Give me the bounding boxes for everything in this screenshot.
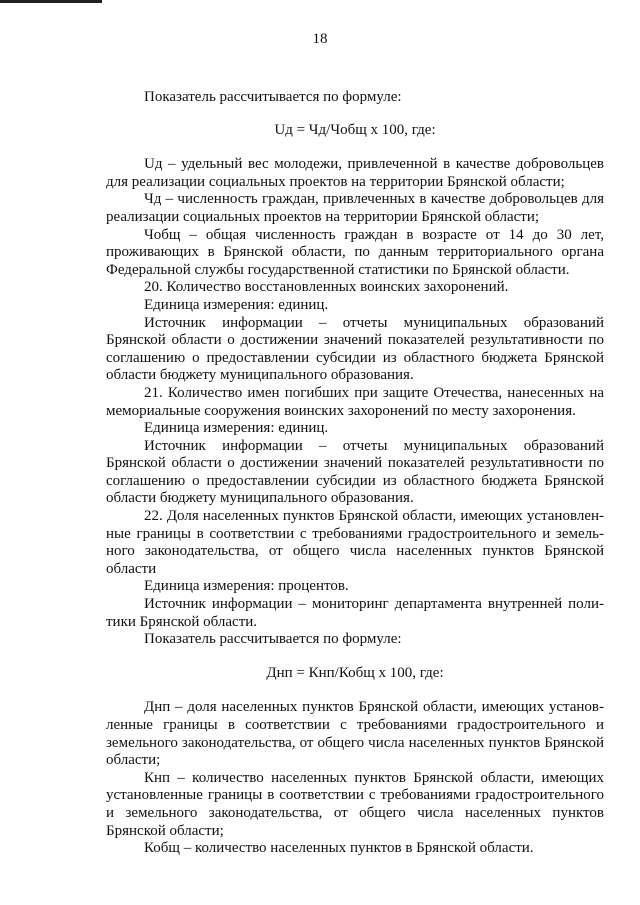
definition-chobshch: Чобщ – общая численность граждан в возрасте от 14 до 30 лет, проживающих в Брянской области, по данным территориального органа Федеральной службы государственной статистики по Брянской области. <box>106 226 604 278</box>
formula-intro-1: Показатель рассчитывается по формуле: <box>144 89 402 105</box>
definition-ud: Uд – удельный вес молодежи, привлеченной в качестве добровольцев для реализации социальных проектов на территории Брянской области; <box>106 156 604 190</box>
indicator-20-title: 20. Количество восстановленных воинских захоронений. <box>144 279 509 296</box>
formula-dnp: Днп = Кнп/Кобщ х 100, где: <box>266 664 444 681</box>
indicator-22-source: Источник информации – мониторинг департамента внутренней политики Брянской области. <box>106 596 604 630</box>
definition-kobshch: Кобщ – количество населенных пунктов в Брянской области. <box>144 840 534 857</box>
indicator-22-unit: Единица измерения: процентов. <box>144 578 349 595</box>
definition-dnp: Днп – доля населенных пунктов Брянской области, имеющих установленные границы в соответствии с требованиями градостроительного и земельного законодательства, от общего числа населенных пунктов Брянской области; <box>106 699 604 769</box>
indicator-21-unit: Единица измерения: единиц. <box>144 420 329 437</box>
formula-ud: Uд = Чд/Чобщ х 100, где: <box>274 121 436 138</box>
indicator-21-title: 21. Количество имен погибших при защите Отечества, нанесенных на мемориальные сооружения воинских захоронений по месту захоронения. <box>106 384 604 419</box>
indicator-22-title: 22. Доля населенных пунктов Брянской области, имеющих установленные границы в соответствии с требованиями градостроительного и земельного законодательства, от общего числа населенных пунктов Брянской области <box>106 508 604 577</box>
definition-knp: Кнп – количество населенных пунктов Брянской области, имеющих установленные границы в соответствии с требованиями градостроительного и земельного законодательства, от общего числа населенных пунктов Брянской области; <box>106 769 604 839</box>
formula-intro-2: Показатель рассчитывается по формуле: <box>144 631 402 648</box>
indicator-20-unit: Единица измерения: единиц. <box>144 296 329 313</box>
top-rule-line <box>0 0 102 3</box>
page-number: 18 <box>312 31 328 47</box>
indicator-21-source: Источник информации – отчеты муниципальных образований Брянской области о достижении значений показателей результативности по соглашению о предоставлении субсидии из областного бюджета Брянской области бюджету муниципального образования. <box>106 437 604 507</box>
definition-chd: Чд – численность граждан, привлеченных в качестве добровольцев для реализации социальных проектов на территории Брянской области; <box>106 191 604 225</box>
indicator-20-source: Источник информации – отчеты муниципальных образований Брянской области о достижении значений показателей результативности по соглашению о предоставлении субсидии из областного бюджета Брянской области бюджету муниципального образования. <box>106 314 604 384</box>
document-body <box>106 89 604 858</box>
